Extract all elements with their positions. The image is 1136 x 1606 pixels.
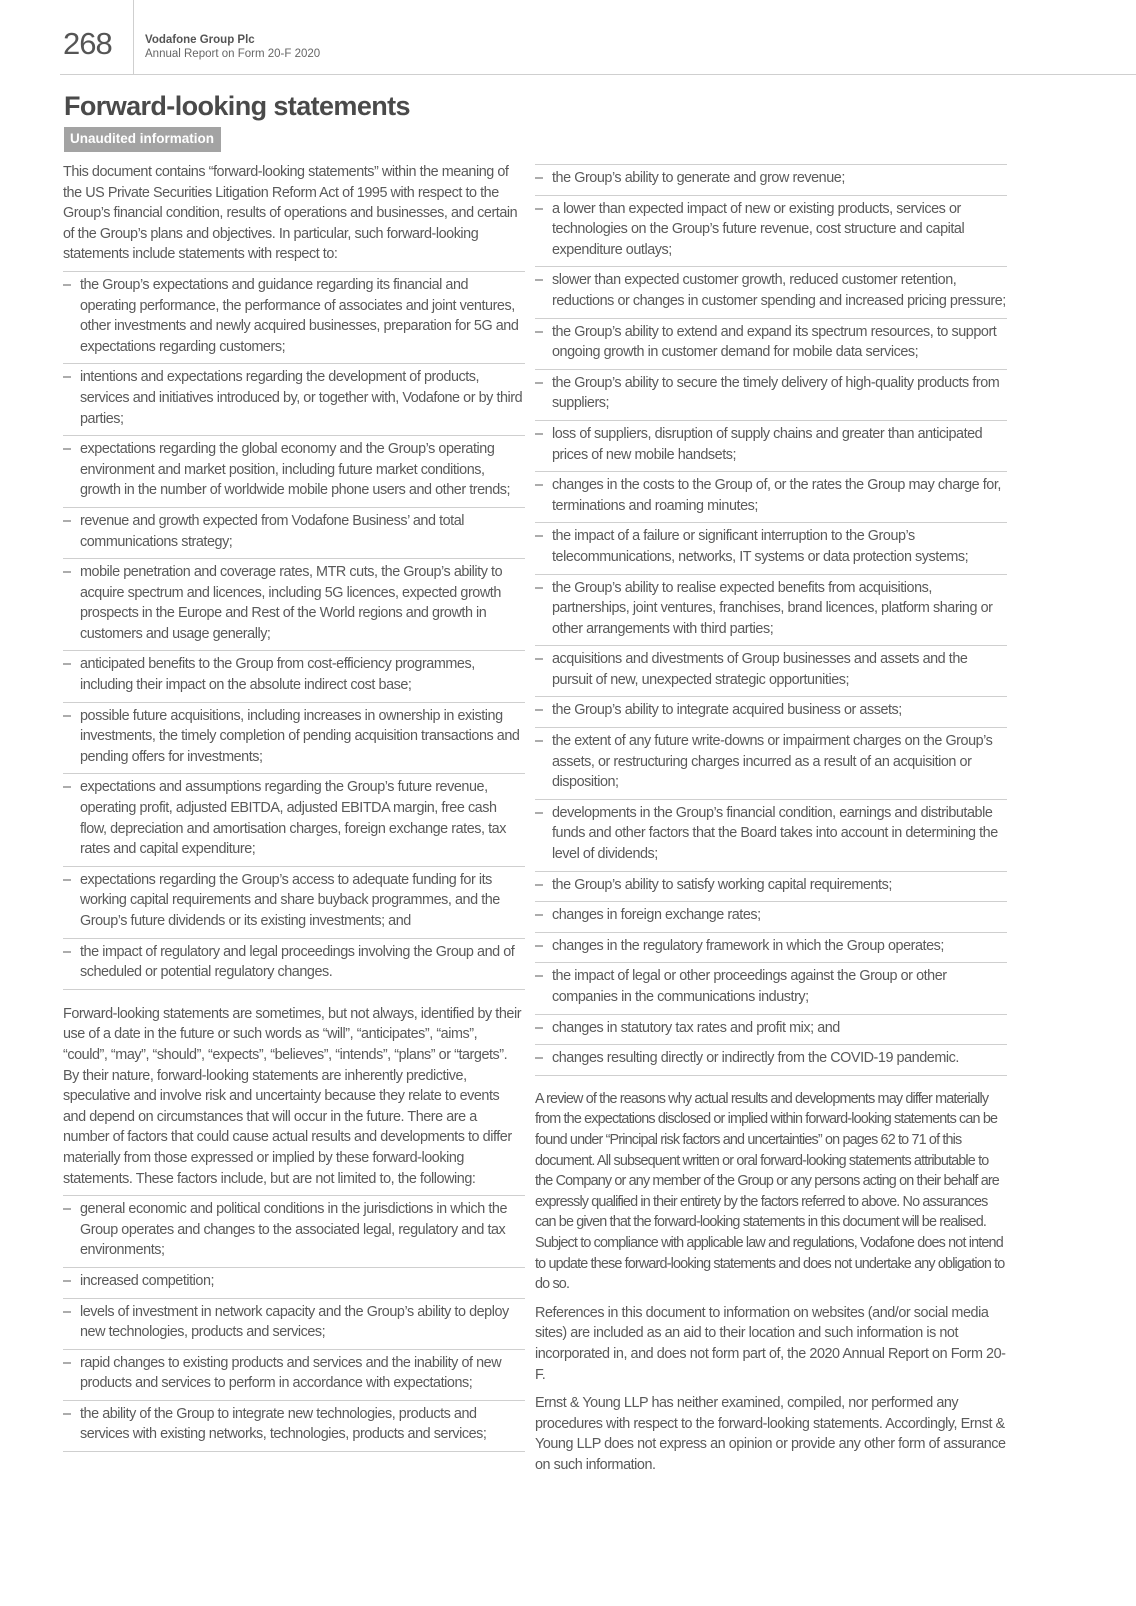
list-item: [63, 1401, 525, 1452]
list-item-text: mobile penetration and coverage rates, MTR cuts, the Group’s ability to acquire spectrum and licences, including 5G licences, expected growth prospects in the Europe and Rest of the World regions and growth in customers and usage generally;: [80, 564, 503, 642]
references-paragraph: References in this document to information on websites (and/or social media sites) are included as an aid to their location and such information is not incorporated in, and does not form part of, the 2020 Annual Report on Form 20-F.: [535, 1304, 1006, 1383]
list-item: [63, 559, 525, 651]
bullet-dash-icon: –: [63, 369, 71, 386]
list-item-text: the impact of regulatory and legal proceedings involving the Group and of scheduled or potential regulatory changes.: [80, 943, 515, 981]
list-item: [63, 1350, 525, 1401]
right-column: [535, 164, 1007, 1475]
list-item: [535, 902, 1007, 933]
intro-paragraph: This document contains “forward-looking statements” within the meaning of the US Private Securities Litigation Reform Act of 1995 with respect to the Group’s financial condition, results of operations and businesses, and certain of the Group’s plans and objectives. In particular, such forward-looking statements include statements with respect to:: [63, 164, 518, 263]
list-item-text: expectations regarding the global economy and the Group’s operating environment and market position, including future market conditions, growth in the number of worldwide mobile phone users and other trends;: [80, 441, 511, 499]
header-divider-horizontal: [60, 74, 1136, 75]
list-item-text: anticipated benefits to the Group from cost-efficiency programmes, including their impact on the absolute indirect cost base;: [80, 656, 475, 694]
factors-list-right: [535, 164, 1007, 1076]
list-item-text: changes in the regulatory framework in which the Group operates;: [552, 937, 944, 954]
bullet-dash-icon: –: [63, 656, 71, 673]
bullet-dash-icon: –: [535, 200, 543, 217]
bullet-dash-icon: –: [535, 804, 543, 821]
list-item-text: a lower than expected impact of new or existing products, services or technologies on the Group’s future revenue, cost structure and capital expenditure outlays;: [552, 200, 965, 258]
list-item-text: general economic and political conditions in the jurisdictions in which the Group operates and changes to the associated legal, regulatory and tax environments;: [80, 1201, 508, 1259]
bullet-dash-icon: –: [63, 707, 71, 724]
list-item: [63, 651, 525, 702]
list-item: [63, 364, 525, 436]
list-item-text: revenue and growth expected from Vodafone Business’ and total communications strategy;: [80, 512, 465, 550]
bullet-dash-icon: –: [63, 871, 71, 888]
list-item: [535, 523, 1007, 574]
bullet-dash-icon: –: [535, 528, 543, 545]
list-item: [535, 800, 1007, 872]
company-name: Vodafone Group Plc: [145, 34, 255, 46]
page-number: 268: [63, 26, 112, 61]
bullet-dash-icon: –: [63, 1201, 71, 1218]
bullet-dash-icon: –: [535, 937, 543, 954]
bullet-dash-icon: –: [535, 1050, 543, 1067]
list-item: [535, 1045, 1007, 1076]
list-item-text: intentions and expectations regarding the development of products, services and initiatives introduced by, or together with, Vodafone or by third parties;: [80, 369, 523, 427]
list-item: [63, 867, 525, 939]
review-paragraph: A review of the reasons why actual results and developments may differ materially from the expectations disclosed or implied within forward-looking statements can be found under “Principal risk factors and uncertainties” on pages 62 to 71 of this document. All subsequent written or oral forward-looking statements attributable to the Company or any member of the Group or any persons acting on their behalf are expressly qualified in their entirety by the factors referred to above. No assurances can be given that the forward-looking statements in this document will be realised. Subject to compliance with applicable law and regulations, Vodafone does not intend to update these forward-looking statements and does not undertake any obligation to do so.: [535, 1090, 1005, 1293]
list-item-text: developments in the Group’s financial condition, earnings and distributable funds and other factors that the Board takes into account in determining the level of dividends;: [552, 804, 998, 863]
list-item: [535, 319, 1007, 370]
list-item-text: expectations regarding the Group’s access to adequate funding for its working capital requirements and share buyback programmes, and the Group’s future dividends or its existing investments; and: [80, 871, 500, 929]
list-item-text: the Group’s ability to generate and grow revenue;: [552, 170, 845, 186]
list-item: [535, 646, 1007, 697]
list-item-text: changes in foreign exchange rates;: [552, 907, 761, 924]
list-item-text: slower than expected customer growth, reduced customer retention, reductions or changes in customer spending and increased pricing pressure;: [552, 272, 1006, 309]
list-item: [535, 370, 1007, 421]
factors-intro-paragraph: Forward-looking statements are sometimes, but not always, identified by their use of a date in the future or such words as “will”, “anticipates”, “aims”, “could”, “may”, “should”, “expects”, “believes”, “intends”, “plans” or “targets”. By their nature, forward-looking statements are inherently predictive, speculative and involve risk and uncertainty because they relate to events and depend on circumstances that will occur in the future. There are a number of factors that could cause actual results and developments to differ materially from those expressed or implied by these forward-looking statements. These factors include, but are not limited to, the following:: [63, 1005, 522, 1187]
list-item-text: the impact of a failure or significant interruption to the Group’s telecommunications, networks, IT systems or data protection systems;: [552, 528, 969, 565]
list-item-text: possible future acquisitions, including increases in ownership in existing investments, the timely completion of pending acquisition transactions and pending offers for investments;: [80, 707, 520, 765]
list-item-text: changes in statutory tax rates and profit mix; and: [552, 1019, 840, 1036]
bullet-dash-icon: –: [63, 1272, 71, 1289]
page-title: Forward-looking statements: [64, 91, 410, 121]
list-item: [63, 1299, 525, 1350]
report-name: Annual Report on Form 20-F 2020: [145, 48, 321, 60]
unaudited-badge: Unaudited information: [64, 127, 221, 152]
list-item-text: expectations and assumptions regarding the Group’s future revenue, operating profit, adjusted EBITDA, adjusted EBITDA margin, free cash flow, depreciation and amortisation charges, foreign exchange rates, tax rates and capital expenditure;: [80, 779, 506, 858]
list-item: [63, 1196, 525, 1268]
list-item-text: increased competition;: [80, 1272, 215, 1289]
list-item: [535, 472, 1007, 523]
ernst-young-paragraph: Ernst & Young LLP has neither examined, compiled, nor performed any procedures with respect to the forward-looking statements. Accordingly, Ernst & Young LLP does not express an opinion or provide any other form of assurance on such information.: [535, 1395, 1006, 1473]
list-item-text: the Group’s expectations and guidance regarding its financial and operating performance, the performance of associates and joint ventures, other investments and newly acquired businesses, preparation for 5G and expectations regarding customers;: [80, 276, 519, 355]
list-item-text: the Group’s ability to realise expected benefits from acquisitions, partnerships, joint ventures, franchises, brand licences, platform sharing or other arrangements with third parties;: [552, 579, 993, 637]
list-item-text: acquisitions and divestments of Group businesses and assets and the pursuit of new, unexpected strategic opportunities;: [552, 651, 968, 688]
bullet-dash-icon: –: [535, 733, 543, 750]
bullet-dash-icon: –: [535, 702, 543, 719]
bullet-dash-icon: –: [63, 1405, 71, 1422]
bullet-dash-icon: –: [63, 564, 71, 581]
bullet-dash-icon: –: [535, 170, 543, 186]
bullet-dash-icon: –: [535, 651, 543, 668]
left-column: [63, 162, 525, 1452]
bullet-dash-icon: –: [535, 579, 543, 596]
bullet-dash-icon: –: [63, 779, 71, 796]
list-item-text: loss of suppliers, disruption of supply chains and greater than anticipated prices of new mobile handsets;: [552, 425, 983, 463]
bullet-dash-icon: –: [535, 425, 543, 442]
bullet-dash-icon: –: [63, 1303, 71, 1320]
list-item: [63, 939, 525, 990]
list-item: [535, 697, 1007, 728]
list-item: [535, 1015, 1007, 1046]
list-item-text: the Group’s ability to integrate acquired business or assets;: [552, 702, 902, 719]
list-item: [63, 436, 525, 508]
list-item: [535, 575, 1007, 647]
list-item-text: levels of investment in network capacity and the Group’s ability to deploy new technologies, products and services;: [80, 1303, 509, 1341]
header-divider-vertical: [133, 0, 134, 75]
list-item: [535, 872, 1007, 903]
list-item-text: the Group’s ability to extend and expand its spectrum resources, to support ongoing growth in customer demand for mobile data services;: [552, 323, 997, 361]
list-item: [535, 165, 1007, 196]
bullet-dash-icon: –: [535, 323, 543, 340]
list-item: [63, 1268, 525, 1299]
bullet-dash-icon: –: [535, 1019, 543, 1036]
list-item-text: the Group’s ability to satisfy working capital requirements;: [552, 876, 892, 893]
list-item: [535, 267, 1007, 318]
bullet-dash-icon: –: [535, 876, 543, 893]
bullet-dash-icon: –: [535, 907, 543, 924]
list-item-text: the Group’s ability to secure the timely delivery of high-quality products from suppliers;: [552, 374, 1000, 412]
list-item: [63, 508, 525, 559]
list-item-text: rapid changes to existing products and services and the inability of new products and services to perform in accordance with expectations;: [80, 1354, 502, 1392]
bullet-dash-icon: –: [535, 968, 543, 985]
bullet-dash-icon: –: [535, 272, 543, 289]
list-item-text: the impact of legal or other proceedings against the Group or other companies in the communications industry;: [552, 968, 947, 1005]
list-item: [63, 272, 525, 364]
bullet-dash-icon: –: [535, 374, 543, 391]
factors-list-left: [63, 1195, 525, 1452]
list-item: [535, 196, 1007, 268]
list-item: [535, 728, 1007, 800]
bullet-dash-icon: –: [63, 276, 71, 293]
list-item-text: changes in the costs to the Group of, or the rates the Group may charge for, terminations and roaming minutes;: [552, 477, 1001, 514]
list-item-text: changes resulting directly or indirectly from the COVID-19 pandemic.: [552, 1050, 959, 1067]
running-header: [145, 33, 320, 61]
list-item: [535, 421, 1007, 472]
bullet-dash-icon: –: [63, 943, 71, 960]
bullet-dash-icon: –: [63, 512, 71, 529]
list-item-text: the extent of any future write-downs or impairment charges on the Group’s assets, or restructuring charges incurred as a result of an acquisition or disposition;: [552, 733, 993, 791]
bullet-dash-icon: –: [63, 441, 71, 458]
list-item: [63, 703, 525, 775]
list-item: [535, 963, 1007, 1014]
list-item-text: the ability of the Group to integrate new technologies, products and services with existing networks, technologies, products and services;: [80, 1405, 487, 1443]
bullet-dash-icon: –: [63, 1354, 71, 1371]
expectations-list: [63, 271, 525, 990]
list-item: [535, 933, 1007, 964]
list-item: [63, 774, 525, 866]
bullet-dash-icon: –: [535, 477, 543, 494]
